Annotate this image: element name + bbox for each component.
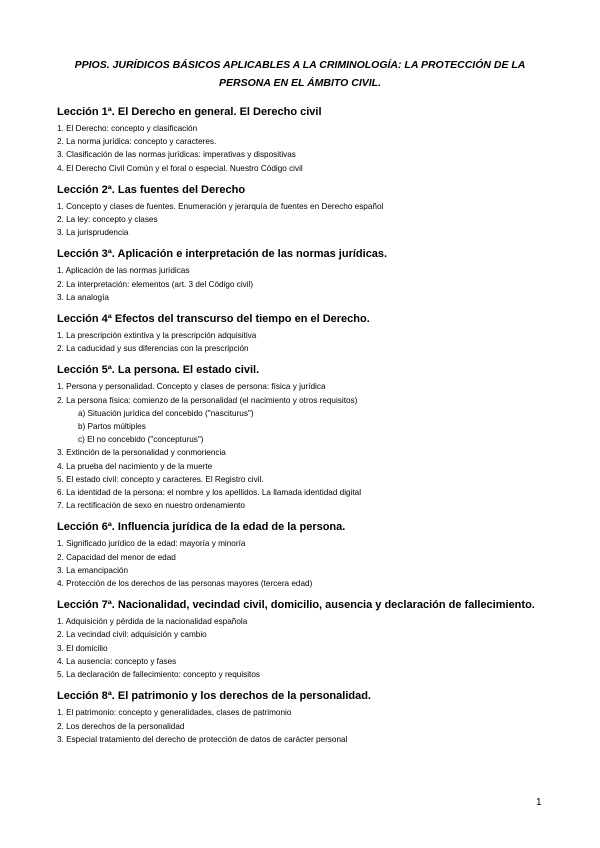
list-item: 6. La identidad de la persona: el nombre y los apellidos. La llamada identidad digital: [57, 488, 362, 498]
list-item: 3. La analogía: [57, 292, 109, 302]
list-subitem: a) Situación jurídica del concebido ("nasciturus"): [78, 408, 254, 418]
list-subitem: b) Partos múltiples: [78, 422, 146, 432]
list-item: 1. Persona y personalidad. Concepto y clases de persona: física y jurídica: [57, 382, 326, 392]
section-lesson-2: [57, 182, 557, 240]
syllabus-sections: [57, 104, 557, 753]
title-line-2: PERSONA EN EL ÁMBITO CIVIL.: [219, 77, 381, 89]
section-lesson-7: [57, 597, 557, 681]
list-item: 1. Concepto y clases de fuentes. Enumeración y jerarquía de fuentes en Derecho español: [57, 201, 384, 211]
section-heading: Lección 4ª Efectos del transcurso del tiempo en el Derecho.: [57, 313, 370, 326]
list-item: 2. La vecindad civil: adquisición y cambio: [57, 630, 207, 640]
list-item: 2. La norma jurídica: concepto y caracteres.: [57, 137, 217, 147]
list-item: 3. El domicilio: [57, 643, 108, 653]
section-lesson-8: [57, 688, 557, 746]
list-item: 4. La ausencia: concepto y fases: [57, 656, 177, 666]
list-item: 1. La prescripción extintiva y la prescripción adquisitiva: [57, 331, 257, 341]
section-lesson-3: [57, 246, 557, 304]
section-heading: Lección 6ª. Influencia jurídica de la edad de la persona.: [57, 521, 346, 534]
section-lesson-5: [57, 362, 557, 512]
list-item: 1. Significado jurídico de la edad: mayoría y minoría: [57, 539, 246, 549]
list-item: 3. Clasificación de las normas jurídicas: imperativas y dispositivas: [57, 150, 296, 160]
section-heading: Lección 5ª. La persona. El estado civil.: [57, 364, 260, 377]
title-line-1: PPIOS. JURÍDICOS BÁSICOS APLICABLES A LA CRIMINOLOGÍA: LA PROTECCIÓN DE LA: [74, 59, 526, 71]
list-item: 3. La emancipación: [57, 565, 129, 575]
list-item: 1. El Derecho: concepto y clasificación: [57, 124, 198, 133]
section-heading: Lección 2ª. Las fuentes del Derecho: [57, 183, 246, 196]
list-item: 4. La prueba del nacimiento y de la muerte: [57, 461, 213, 471]
list-item: 3. Especial tratamiento del derecho de protección de datos de carácter personal: [57, 734, 348, 744]
list-item: 2. La interpretación: elementos (art. 3 del Código civil): [57, 279, 254, 289]
list-item: 2. La ley: concepto y clases: [57, 215, 158, 225]
section-heading: Lección 1ª. El Derecho en general. El Derecho civil: [57, 106, 322, 118]
section-heading: Lección 7ª. Nacionalidad, vecindad civil, domicilio, ausencia y declaración de fallecimiento.: [57, 599, 535, 612]
list-subitem: c) El no concebido ("concepturus"): [78, 435, 204, 445]
list-item: 7. La rectificación de sexo en nuestro ordenamiento: [57, 501, 245, 511]
list-item: 3. Extinción de la personalidad y conmoriencia: [57, 448, 226, 458]
page-number: 1: [536, 797, 542, 808]
document-title: [56, 56, 544, 92]
list-item: 3. La jurisprudencia: [57, 228, 129, 238]
list-item: 4. El Derecho Civil Común y el foral o especial. Nuestro Código civil: [57, 163, 303, 173]
section-heading: Lección 8ª. El patrimonio y los derechos de la personalidad.: [57, 690, 371, 703]
list-item: 2. La persona física: comienzo de la personalidad (el nacimiento y otros requisitos): [57, 395, 358, 405]
list-item: 2. La caducidad y sus diferencias con la prescripción: [57, 344, 249, 354]
section-heading: Lección 3ª. Aplicación e interpretación de las normas jurídicas.: [57, 248, 388, 261]
section-lesson-6: [57, 519, 557, 590]
list-item: 5. El estado civil: concepto y caracteres. El Registro civil.: [57, 474, 264, 484]
list-item: 5. La declaración de fallecimiento: concepto y requisitos: [57, 670, 260, 680]
list-item: 4. Protección de los derechos de las personas mayores (tercera edad): [57, 579, 313, 589]
section-lesson-4: [57, 311, 557, 355]
list-item: 1. El patrimonio: concepto y generalidades, clases de patrimonio: [57, 708, 292, 718]
list-item: 1. Aplicación de las normas jurídicas: [57, 266, 190, 276]
list-item: 2. Los derechos de la personalidad: [57, 721, 185, 731]
list-item: 2. Capacidad del menor de edad: [57, 552, 176, 562]
list-item: 1. Adquisición y pérdida de la nacionalidad española: [57, 617, 248, 627]
section-lesson-1: [57, 104, 557, 175]
